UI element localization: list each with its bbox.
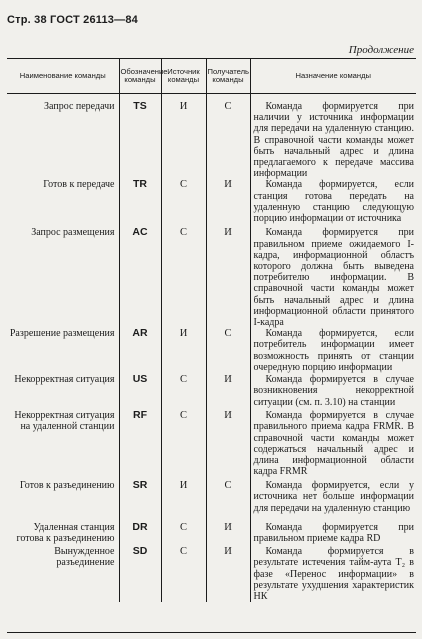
command-source: И: [161, 480, 206, 522]
command-source: С: [161, 227, 206, 328]
command-table: [7, 58, 416, 602]
table-row: [7, 374, 416, 410]
command-source: С: [161, 374, 206, 410]
command-code: US: [119, 374, 161, 410]
column-header-purpose: Назначение команды: [250, 59, 416, 94]
command-receiver: И: [206, 374, 250, 410]
command-receiver: И: [206, 179, 250, 227]
command-receiver: С: [206, 94, 250, 180]
command-purpose: Команда формируется, если потребитель информации имеет возможность принять от станции очередную порцию информации: [250, 328, 416, 374]
command-purpose: Команда формируется, если у источника нет больше информации для передачи на удаленную станцию: [250, 480, 416, 522]
command-code: RF: [119, 410, 161, 480]
command-code: TS: [119, 94, 161, 180]
command-source: И: [161, 94, 206, 180]
command-source: С: [161, 546, 206, 602]
table-row: [7, 94, 416, 180]
command-code: SR: [119, 480, 161, 522]
continuation-label: Продолжение: [348, 44, 414, 56]
table-row: [7, 227, 416, 328]
command-code: TR: [119, 179, 161, 227]
command-name: Готов к передаче: [43, 179, 115, 191]
table-row: [7, 546, 416, 602]
command-name: Запрос передачи: [44, 101, 115, 112]
command-code: AR: [119, 328, 161, 374]
table-row: [7, 328, 416, 374]
command-receiver: И: [206, 546, 250, 602]
command-purpose: Команда формируется при правильном приеме ожидаемого I-кадра, информационной областъ которого должна быть выведена потребителю информации. В справочной части команды может быть начальный адрес и длина информационной области принятого I-кадра: [250, 227, 416, 328]
command-receiver: И: [206, 227, 250, 328]
command-purpose: Команда формируется в результате истечения тайм-аута T₂ в фазе «Перенос информации» в результате ухудшения характеристик НК: [250, 546, 416, 602]
command-name: Разрешение размещения: [9, 328, 115, 340]
command-name: Удаленная станция готова к разъединению: [16, 522, 115, 545]
command-source: С: [161, 410, 206, 480]
table-row: [7, 179, 416, 227]
command-name: Некорректная ситуация на удаленной станции: [14, 410, 115, 433]
command-source: С: [161, 179, 206, 227]
command-purpose: Команда формируется, если станция готова передать на удаленную станцию следующую порцию информации от источника: [250, 179, 416, 227]
command-purpose: Команда формируется в случае правильного приема кадра FRMR. В справочной части команды может содержаться начальный адрес и длина информационной области кадра FRMR: [250, 410, 416, 480]
command-source: С: [161, 522, 206, 546]
command-purpose: Команда формируется при наличии у источника информации для передачи на удаленную станцию. В справочной части команды может быть начальный адрес и длина предлагаемого к передаче массива информации: [250, 94, 416, 180]
command-name: Запрос размещения: [31, 227, 115, 239]
command-name: Некорректная ситуация: [14, 374, 115, 386]
command-purpose: Команда формируется в случае возникновения некорректной ситуации (см. п. 3.10) на станции: [250, 374, 416, 410]
column-header-source: Источник команды: [161, 59, 206, 94]
command-name: Вынужденное разъединение: [54, 546, 115, 569]
column-header-code: Обозначение команды: [119, 59, 161, 94]
command-source: И: [161, 328, 206, 374]
command-purpose: Команда формируется при правильном приеме кадра RD: [250, 522, 416, 546]
table-row: [7, 410, 416, 480]
command-receiver: С: [206, 328, 250, 374]
command-code: AC: [119, 227, 161, 328]
page-header: Стр. 38 ГОСТ 26113—84: [7, 14, 138, 26]
table-row: [7, 480, 416, 522]
command-code: SD: [119, 546, 161, 602]
table-header-row: [7, 59, 416, 94]
table-row: [7, 522, 416, 546]
command-receiver: И: [206, 522, 250, 546]
column-header-receiver: Получатель команды: [206, 59, 250, 94]
command-name: Готов к разъединению: [19, 480, 115, 492]
command-receiver: С: [206, 480, 250, 522]
command-code: DR: [119, 522, 161, 546]
column-header-name: Наименование команды: [7, 59, 119, 94]
bottom-rule: [7, 632, 416, 633]
command-receiver: И: [206, 410, 250, 480]
